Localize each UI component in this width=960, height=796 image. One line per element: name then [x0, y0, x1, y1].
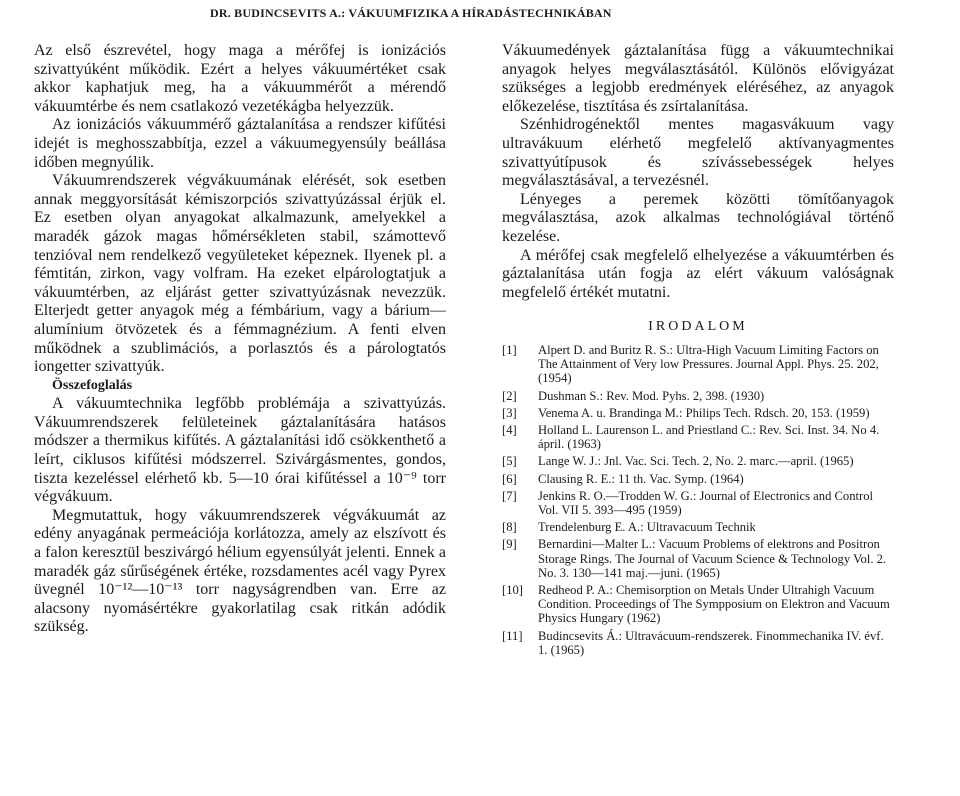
reference-number: [8] — [502, 520, 517, 535]
reference-item — [502, 389, 894, 403]
reference-number: [1] — [502, 342, 517, 357]
section-title: Összefoglalás — [52, 377, 133, 393]
reference-text: Jenkins R. O.—Trodden W. G.: Journal of Electronics and Control Vol. VII 5. 393—495 (1959) — [538, 488, 873, 517]
paragraph: Szénhidrogénektől mentes magasvákuum vagy ultravákuum elérhető megfelelő aktívanyagmentes szivattyútípusok és szívássebességek helyes megválasztásával, a tervezésnél. — [502, 116, 894, 190]
paragraph: A mérőfej csak megfelelő elhelyezése a vákuumtérben és gáztalanítása után fogja az elért vákuum valóságnak megfelelő értékét mutatni. — [502, 246, 894, 301]
reference-text: Redheod P. A.: Chemisorption on Metals Under Ultrahigh Vacuum Condition. Proceedings of The Sympposium on Elektron and Vacuum Physics Hungary (1962) — [538, 582, 890, 626]
reference-number: [2] — [502, 388, 517, 403]
reference-text: Dushman S.: Rev. Mod. Pyhs. 2, 398. (1930) — [538, 388, 765, 403]
reference-number: [7] — [502, 488, 517, 503]
reference-number: [6] — [502, 471, 517, 486]
paragraph: Vákuumedények gáztalanítása függ a vákuumtechnikai anyagok helyes megválasztásától. Különös elővigyázat szükséges a legjobb eredmények eléréséhez, az anyagok előkezelése, tisztítása és zsírtalanítása. — [502, 42, 894, 115]
reference-item — [502, 423, 894, 451]
reference-text: Holland L. Laurenson L. and Priestland C.: Rev. Sci. Inst. 34. No 4. ápril. (1963) — [538, 422, 880, 452]
reference-number: [11] — [502, 628, 523, 643]
reference-text: Bernardini—Malter L.: Vacuum Problems of elektrons and Positron Storage Rings. The Journal of Vacuum Science & Technology Vol. 2. No. 3. 130—141 maj.—juni. (1965) — [538, 537, 887, 580]
paragraph: Vákuumrendszerek végvákuumának elérését, sok esetben annak meggyorsítását kémiszorpciós szivattyúzással érjük el. Ez esetben olyan anyagokat alkalmazunk, amelyekkel a maradék gázok magas hőmérsékleten stabil, számottevő tenzióval nem rendelkező vegyületeket képeznek. Ilyenek pl. a fémtitán, zirkon, vagy volfram. Ha ezeket elpárologtatjuk a vákuumtérben, az eljárást getter szivattyúzásnak nevezzük. Elterjedt getter anyagok még a fémbárium, vagy a bárium—alumínium ötvözetek és a fémmagnézium. A fenti elven működnek a szublimációs, a porlasztós és a párologtatós iongetter szivattyúk. — [34, 172, 446, 376]
reference-number: [4] — [502, 422, 517, 437]
running-header: DR. BUDINCSEVITS A.: VÁKUUMFIZIKA A HÍRADÁSTECHNIKÁBAN — [210, 6, 612, 20]
references-title: IRODALOM — [648, 319, 748, 335]
reference-item — [502, 343, 894, 386]
reference-number: [9] — [502, 537, 517, 552]
reference-text: Budincsevits Á.: Ultravácuum-rendszerek. Finommechanika IV. évf. 1. (1965) — [538, 628, 884, 657]
reference-item — [502, 406, 894, 420]
reference-item — [502, 472, 894, 486]
paragraph: Az ionizációs vákuummérő gáztalanítása a rendszer kifűtési idejét is meghosszabbítja, ezzel a vákuumegyensúly beállása időben megnyúlik. — [34, 116, 446, 171]
reference-text: Clausing R. E.: 11 th. Vac. Symp. (1964) — [538, 471, 744, 486]
reference-number: [3] — [502, 405, 517, 420]
reference-text: Alpert D. and Buritz R. S.: Ultra-High Vacuum Limiting Factors on The Attainment of Very low Pressures. Journal Appl. Phys. 25. 202, (1954) — [538, 342, 879, 386]
reference-text: Trendelenburg E. A.: Ultravacuum Technik — [538, 520, 756, 535]
reference-number: [10] — [502, 582, 523, 597]
reference-list — [502, 343, 894, 657]
left-column — [34, 42, 446, 637]
reference-text: Venema A. u. Brandinga M.: Philips Tech. Rdsch. 20, 153. (1959) — [538, 405, 870, 420]
reference-item — [502, 583, 894, 626]
reference-text: Lange W. J.: Jnl. Vac. Sci. Tech. 2, No. 2. marc.—april. (1965) — [538, 454, 854, 469]
reference-number: [5] — [502, 454, 517, 469]
reference-item — [502, 520, 894, 534]
reference-item — [502, 537, 894, 580]
paragraph: Lényeges a peremek közötti tömítőanyagok megválasztása, azok alkalmas technológiával történő kezelése. — [502, 190, 894, 245]
right-column — [502, 42, 894, 660]
paragraph: A vákuumtechnika legfőbb problémája a szivattyúzás. Vákuumrendszerek felületeinek gáztalanítására hatásos módszer a thermikus kifűtés. A gáztalanítási idő csökkenthető a leírt, ciklusos kifűtési módszerrel. Szivárgásmentes, gondos, tiszta kezeléssel elérhető kb. 5—10 órai kifűtéssel a 10⁻⁹ torr végvákuum. — [34, 395, 446, 506]
reference-item — [502, 489, 894, 517]
paragraph: Az első észrevétel, hogy maga a mérőfej is ionizációs szivattyúként működik. Ezért a helyes vákuumértéket csak akkor kaphatjuk meg, ha a vákuummérőt a mérendő vákuumtérbe és nem csatlakozó vezetékágba helyezzük. — [34, 42, 446, 115]
reference-item — [502, 454, 894, 468]
reference-item — [502, 629, 894, 657]
paragraph: Megmutattuk, hogy vákuumrendszerek végvákuumát az edény anyagának permeációja korlátozza, amely az elszívott és a falon keresztül beszivárgó hélium egyensúlyát jelenti. Ennek a maradék gáz sűrűségének értéke, rozsdamentes acél vagy Pyrex üvegnél 10⁻¹²—10⁻¹³ torr nagyságrendben van. Erre az alacsony nyomásértékre gyakorlatilag csak ritkán adódik szükség. — [34, 506, 446, 636]
